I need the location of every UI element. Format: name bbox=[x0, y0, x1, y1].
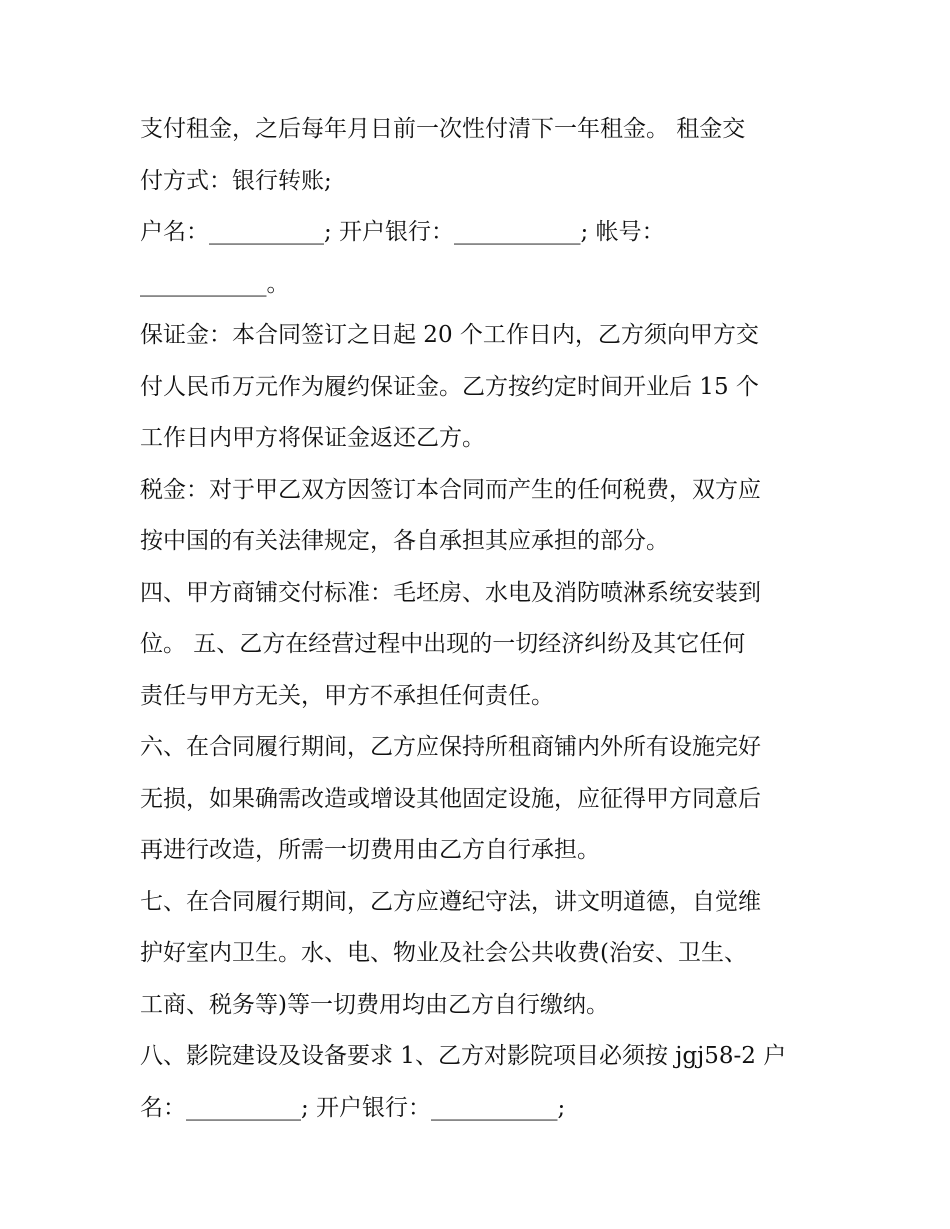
text-line-12: 责任与甲方无关，甲方不承担任何责任。 bbox=[140, 682, 554, 709]
text-line-16: 七、在合同履行期间，乙方应遵纪守法，讲文明道德，自觉维 bbox=[140, 888, 761, 915]
text-line-9: 按中国的有关法律规定，各自承担其应承担的部分。 bbox=[140, 528, 669, 554]
text-line-14: 无损，如果确需改造或增设其他固定设施，应征得甲方同意后 bbox=[140, 785, 761, 812]
text-line-18: 工商、税务等)等一切费用均由乙方自行缴纳。 bbox=[140, 991, 609, 1018]
text-line-7: 工作日内甲方将保证金返还乙方。 bbox=[140, 425, 485, 451]
text-line-20: 名：__________; 开户银行：___________; bbox=[140, 1094, 566, 1121]
text-line-6: 付人民币万元作为履约保证金。乙方按约定时间开业后 15 个 bbox=[140, 373, 759, 400]
text-line-4: ___________。 bbox=[140, 270, 290, 297]
text-line-11: 位。 五、乙方在经营过程中出现的一切经济纠纷及其它任何 bbox=[140, 631, 746, 657]
text-line-19: 八、影院建设及设备要求 1、乙方对影院项目必须按 jgj58-2 户 bbox=[140, 1043, 787, 1069]
text-line-2: 付方式：银行转账; bbox=[140, 167, 332, 194]
text-line-5: 保证金：本合同签订之日起 20 个工作日内，乙方须向甲方交 bbox=[140, 322, 759, 348]
text-line-3: 户名：__________; 开户银行：___________; 帐号： bbox=[140, 219, 665, 245]
text-line-1: 支付租金，之后每年月日前一次性付清下一年租金。 租金交 bbox=[140, 116, 746, 142]
text-line-17: 护好室内卫生。水、电、物业及社会公共收费(治安、卫生、 bbox=[140, 940, 747, 966]
text-line-15: 再进行改造，所需一切费用由乙方自行承担。 bbox=[140, 837, 600, 863]
document-body bbox=[140, 104, 820, 1134]
text-line-13: 六、在合同履行期间，乙方应保持所租商铺内外所有设施完好 bbox=[140, 734, 761, 760]
text-line-8: 税金：对于甲乙双方因签订本合同而产生的任何税费，双方应 bbox=[140, 476, 761, 503]
text-line-10: 四、甲方商铺交付标准：毛坯房、水电及消防喷淋系统安装到 bbox=[140, 579, 761, 606]
